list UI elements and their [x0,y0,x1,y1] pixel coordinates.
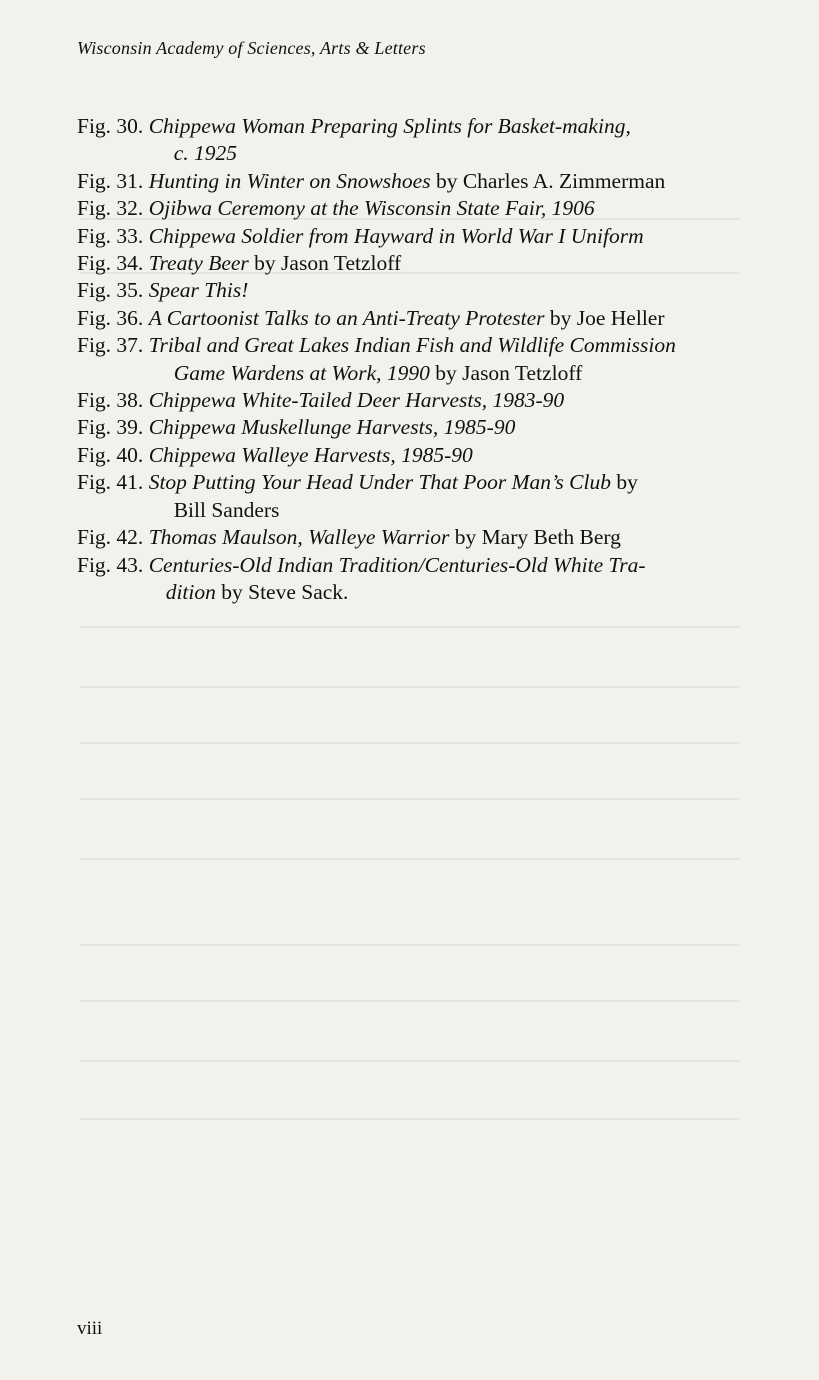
figure-list [77,113,757,606]
figure-credit: by Jason Tetzloff [429,360,583,385]
figure-credit: by Charles A. Zimmerman [430,168,666,193]
figure-number: Fig. 42. [77,525,144,550]
list-item [77,305,757,332]
figure-number: Fig. 37. [77,333,144,358]
figure-title-cont: dition [165,579,216,604]
list-item [77,442,757,469]
running-head: Wisconsin Academy of Sciences, Arts & Letters [77,38,426,58]
list-item [77,552,757,607]
figure-title: Tribal and Great Lakes Indian Fish and Wildlife Commission [148,333,676,358]
list-item [77,469,757,524]
figure-number: Fig. 41. [77,470,144,495]
figure-credit: by Joe Heller [544,305,665,330]
figure-title: Chippewa Soldier from Hayward in World War I Uniform [148,223,644,248]
list-item [77,113,757,168]
list-item [77,277,757,304]
figure-number: Fig. 32. [77,196,144,221]
figure-title: Spear This! [148,278,249,303]
figure-number: Fig. 33. [77,223,144,248]
figure-title: A Cartoonist Talks to an Anti-Treaty Protester [148,305,545,330]
figure-credit-cont: Bill Sanders [173,497,280,522]
page-number: viii [77,1318,103,1339]
list-item [77,168,757,195]
figure-title: Treaty Beer [148,251,249,276]
figure-title: Chippewa Woman Preparing Splints for Basket-making, [148,114,631,138]
list-item [77,387,757,414]
figure-credit: by [610,470,638,495]
figure-number: Fig. 40. [77,442,144,467]
list-item [77,414,757,441]
figure-title: Chippewa Muskellunge Harvests, 1985-90 [148,415,516,440]
figure-number: Fig. 34. [77,251,144,276]
list-item [77,195,757,222]
figure-title: Thomas Maulson, Walleye Warrior [148,525,450,550]
figure-number: Fig. 31. [77,168,144,193]
figure-number: Fig. 39. [77,415,144,440]
figure-number: Fig. 43. [77,552,144,577]
figure-title: Stop Putting Your Head Under That Poor Man’s Club [148,470,611,495]
figure-title: Ojibwa Ceremony at the Wisconsin State Fair, 1906 [148,196,595,221]
list-item [77,250,757,277]
list-item [77,332,757,387]
figure-number: Fig. 36. [77,305,144,330]
figure-title: Centuries-Old Indian Tradition/Centuries-Old White Tra- [148,552,646,577]
figure-title: Chippewa White-Tailed Deer Harvests, 1983-90 [148,388,565,413]
figure-title-cont: Game Wardens at Work, 1990 [173,360,430,385]
figure-credit: by Steve Sack. [215,579,349,604]
list-item [77,223,757,250]
figure-title: Chippewa Walleye Harvests, 1985-90 [148,442,473,467]
list-item [77,524,757,551]
figure-credit: by Jason Tetzloff [248,251,402,276]
figure-number: Fig. 38. [77,388,144,413]
figure-number: Fig. 30. [77,114,144,138]
figure-title-cont: c. 1925 [173,141,237,166]
figure-title: Hunting in Winter on Snowshoes [148,168,431,193]
figure-credit: by Mary Beth Berg [449,525,621,550]
figure-number: Fig. 35. [77,278,144,303]
